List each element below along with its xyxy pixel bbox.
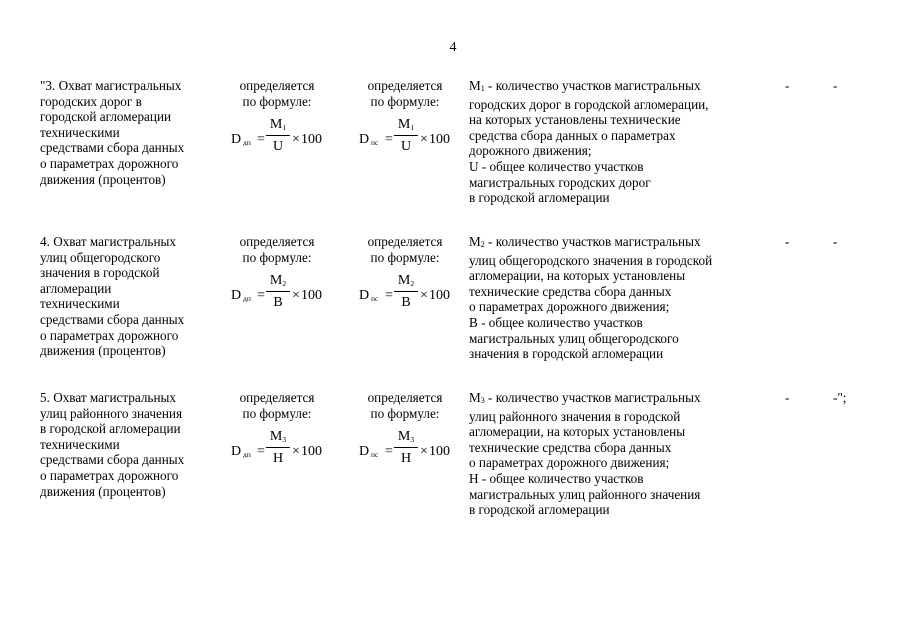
- formula-equals: =: [257, 444, 265, 459]
- numerator-subscript: 1: [282, 123, 287, 132]
- formula: [217, 274, 337, 314]
- formula-numerator: [266, 118, 290, 135]
- desc-variable-subscript: 2: [480, 240, 485, 249]
- formula-cell: [217, 234, 337, 310]
- formula-symbol: D: [231, 444, 242, 459]
- formula-hundred: 100: [301, 132, 322, 147]
- numerator-letter: M: [397, 273, 411, 288]
- formula-numerator: [394, 430, 418, 447]
- formula-times: ×: [292, 132, 300, 147]
- table-row: [0, 234, 905, 384]
- numerator-subscript: 3: [282, 435, 287, 444]
- numerator-letter: M: [397, 429, 411, 444]
- desc-variable: M: [469, 390, 481, 405]
- indicator-name: 4. Охват магистральных улиц общегородского значения в городской агломерации техническими средствами сбора данных о параметрах дорожного движения (процентов): [40, 234, 185, 359]
- formula-numerator: [266, 430, 290, 447]
- value-cell-2: -: [833, 234, 838, 249]
- formula: [217, 430, 337, 470]
- numerator-subscript: 2: [410, 279, 415, 288]
- desc-variable: M: [469, 234, 481, 249]
- formula-cell: [345, 78, 465, 154]
- table-row: [0, 78, 905, 228]
- numerator-letter: M: [269, 273, 283, 288]
- numerator-subscript: 3: [410, 435, 415, 444]
- formula-hundred: 100: [429, 288, 450, 303]
- fraction-bar: [266, 447, 290, 448]
- desc-text: - количество участков магистральных улиц общегородского значения в городской агломерации, на которых установлены технические средства сбора данных о параметрах дорожного движения; B - общее количество участков магистральных улиц общегородского значения в городской агломерации: [469, 234, 713, 362]
- numerator-letter: M: [269, 117, 283, 132]
- fraction-bar: [266, 291, 290, 292]
- formula-caption: определяется по формуле:: [367, 390, 443, 421]
- numerator-subscript: 1: [410, 123, 415, 132]
- formula-symbol-subscript: дп: [243, 138, 251, 147]
- formula-numerator: [394, 118, 418, 135]
- desc-text: - количество участков магистральных улиц районного значения в городской агломерации, на которых установлены технические средства сбора данных о параметрах дорожного движения; H - общее количество участков магистральных улиц районного значения в городской агломерации: [469, 390, 701, 518]
- numerator-subscript: 2: [282, 279, 287, 288]
- formula-equals: =: [385, 444, 393, 459]
- formula-symbol-subscript: дп: [243, 450, 251, 459]
- formula-symbol: D: [359, 444, 370, 459]
- formula-cell: [217, 390, 337, 466]
- formula-symbol-subscript: пс: [371, 294, 379, 303]
- formula: [217, 118, 337, 158]
- formula-caption: определяется по формуле:: [367, 78, 443, 109]
- formula: [345, 274, 465, 314]
- value-cell-1: -: [785, 234, 790, 249]
- variable-description: [469, 390, 769, 518]
- formula-cell: [217, 78, 337, 154]
- fraction-bar: [394, 135, 418, 136]
- formula-denominator: U: [400, 139, 412, 154]
- formula-hundred: 100: [429, 132, 450, 147]
- formula-numerator: [266, 274, 290, 291]
- formula: [345, 118, 465, 158]
- table-row: [0, 390, 905, 540]
- formula-denominator: H: [272, 451, 284, 466]
- formula-denominator: B: [401, 295, 411, 310]
- desc-variable-subscript: 3: [480, 396, 485, 405]
- formula-caption: определяется по формуле:: [239, 78, 315, 109]
- value-cell-2: -";: [833, 390, 847, 405]
- formula: [345, 430, 465, 470]
- numerator-letter: M: [397, 117, 411, 132]
- formula-denominator: H: [400, 451, 412, 466]
- variable-description: [469, 234, 769, 362]
- formula-denominator: B: [273, 295, 283, 310]
- desc-variable: M: [469, 78, 481, 93]
- value-cell-1: -: [785, 78, 790, 93]
- value-cell-2: -: [833, 78, 838, 93]
- fraction-bar: [394, 447, 418, 448]
- formula-symbol: D: [359, 288, 370, 303]
- formula-equals: =: [257, 288, 265, 303]
- formula-denominator: U: [272, 139, 284, 154]
- desc-text: - количество участков магистральных городских дорог в городской агломерации, на которых установлены технические средства сбора данных о параметрах дорожного движения; U - общее количество участков магистральных городских дорог в городской агломерации: [469, 78, 709, 206]
- numerator-letter: M: [269, 429, 283, 444]
- formula-hundred: 100: [301, 288, 322, 303]
- formula-symbol: D: [359, 132, 370, 147]
- formula-caption: определяется по формуле:: [239, 234, 315, 265]
- formula-hundred: 100: [429, 444, 450, 459]
- formula-symbol-subscript: дп: [243, 294, 251, 303]
- formula-equals: =: [257, 132, 265, 147]
- indicator-name: 5. Охват магистральных улиц районного значения в городской агломерации техническими средствами сбора данных о параметрах дорожного движения (процентов): [40, 390, 185, 499]
- formula-times: ×: [420, 288, 428, 303]
- formula-symbol-subscript: пс: [371, 138, 379, 147]
- formula-hundred: 100: [301, 444, 322, 459]
- indicator-name: "3. Охват магистральных городских дорог в городской агломерации техническими средствами сбора данных о параметрах дорожного движения (процентов): [40, 78, 185, 187]
- formula-symbol-subscript: пс: [371, 450, 379, 459]
- formula-times: ×: [292, 444, 300, 459]
- formula-caption: определяется по формуле:: [239, 390, 315, 421]
- formula-caption: определяется по формуле:: [367, 234, 443, 265]
- formula-symbol: D: [231, 288, 242, 303]
- fraction-bar: [266, 135, 290, 136]
- value-cell-1: -: [785, 390, 790, 405]
- fraction-bar: [394, 291, 418, 292]
- formula-times: ×: [420, 444, 428, 459]
- formula-times: ×: [420, 132, 428, 147]
- formula-symbol: D: [231, 132, 242, 147]
- formula-cell: [345, 390, 465, 466]
- formula-equals: =: [385, 288, 393, 303]
- page-number: 4: [449, 40, 457, 55]
- formula-cell: [345, 234, 465, 310]
- desc-variable-subscript: 1: [480, 84, 485, 93]
- formula-numerator: [394, 274, 418, 291]
- formula-equals: =: [385, 132, 393, 147]
- formula-times: ×: [292, 288, 300, 303]
- variable-description: [469, 78, 769, 206]
